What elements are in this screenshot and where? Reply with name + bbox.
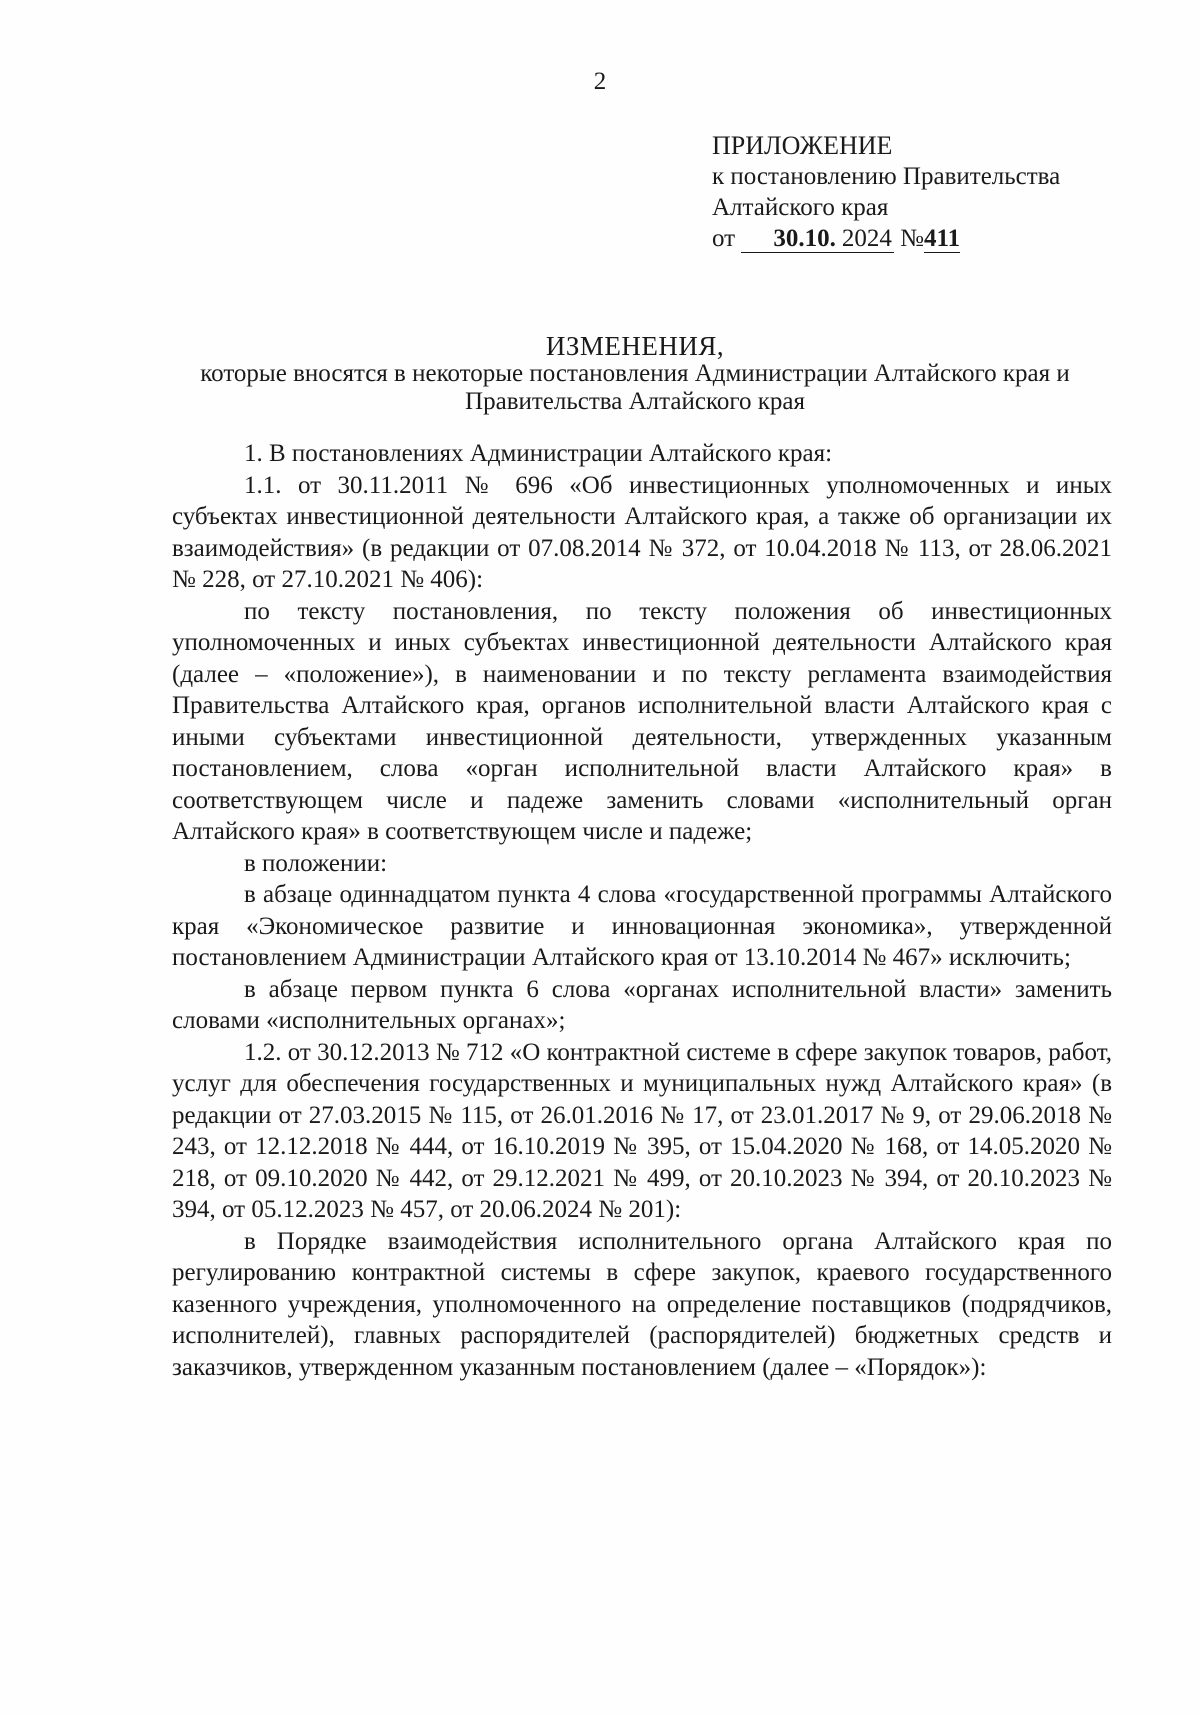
document-heading <box>170 332 1100 416</box>
appendix-block <box>712 130 1060 254</box>
paragraph: 1.1. от 30.11.2011 № 696 «Об инвестиционных уполномоченных и иных субъектах инвестиционной деятельности Алтайского края, а также об организации их взаимодействия» (в редакции от 07.08.2014 № 372, от 10.04.2018 № 113, от 28.06.2021 № 228, от 27.10.2021 № 406): <box>172 471 1112 593</box>
date-underline <box>741 226 894 253</box>
page-number: 2 <box>593 68 607 95</box>
date-value: 30.10. <box>773 225 836 252</box>
heading-title: ИЗМЕНЕНИЯ, <box>545 331 725 361</box>
heading-subtitle: которые вносятся в некоторые постановления Администрации Алтайского края и Правительства Алтайского края <box>200 360 1070 415</box>
paragraph: в Порядке взаимодействия исполнительного органа Алтайского края по регулированию контрактной системы в сфере закупок, краевого государственного казенного учреждения, уполномоченного на определение поставщиков (подрядчиков, исполнителей), главных распорядителей (распорядителей) бюджетных средств и заказчиков, утвержденном указанным постановлением (далее – «Порядок»): <box>172 1227 1112 1381</box>
year-value: 2024 <box>841 225 892 252</box>
number-sign: № <box>900 225 924 252</box>
paragraph: в абзаце одиннадцатом пункта 4 слова «государственной программы Алтайского края «Экономическое развитие и инновационная экономика», утвержденной постановлением Администрации Алтайского края от 13.10.2014 № 467» исключить; <box>172 881 1112 971</box>
paragraph: по тексту постановления, по тексту положения об инвестиционных уполномоченных и иных субъектах инвестиционной деятельности Алтайского края (далее – «положение»), в наименовании и по тексту регламента взаимодействия Правительства Алтайского края, органов исполнительной власти Алтайского края с иными субъектами инвестиционной деятельности, утвержденных указанным постановлением, слова «орган исполнительной власти Алтайского края» в соответствующем числе и падеже заменить словами «исполнительный орган Алтайского края» в соответствующем числе и падеже; <box>172 597 1112 845</box>
appendix-line-1: к постановлению Правительства <box>712 163 1061 190</box>
appendix-date-line <box>712 223 1060 254</box>
paragraph: 1. В постановлениях Администрации Алтайского края: <box>244 440 833 467</box>
appendix-title: ПРИЛОЖЕНИЕ <box>712 131 893 160</box>
paragraph: 1.2. от 30.12.2013 № 712 «О контрактной системе в сфере закупок товаров, работ, услуг для обеспечения государственных и муниципальных нужд Алтайского края» (в редакции от 27.03.2015 № 115, от 26.01.2016 № 17, от 23.01.2017 № 9, от 29.06.2018 № 243, от 12.12.2018 № 444, от 16.10.2019 № 395, от 15.04.2020 № 168, от 14.05.2020 № 218, от 09.10.2020 № 442, от 29.12.2021 № 499, от 20.10.2023 № 394, от 20.10.2023 № 394, от 05.12.2023 № 457, от 20.06.2024 № 201): <box>172 1038 1112 1223</box>
date-prefix: от <box>712 225 736 252</box>
document-body <box>172 438 1112 1383</box>
appendix-line-2: Алтайского края <box>712 194 889 221</box>
document-number: 411 <box>923 225 961 252</box>
paragraph: в положении: <box>244 849 388 877</box>
paragraph: в абзаце первом пункта 6 слова «органах исполнительной власти» заменить словами «исполнительных органах»; <box>172 975 1112 1034</box>
